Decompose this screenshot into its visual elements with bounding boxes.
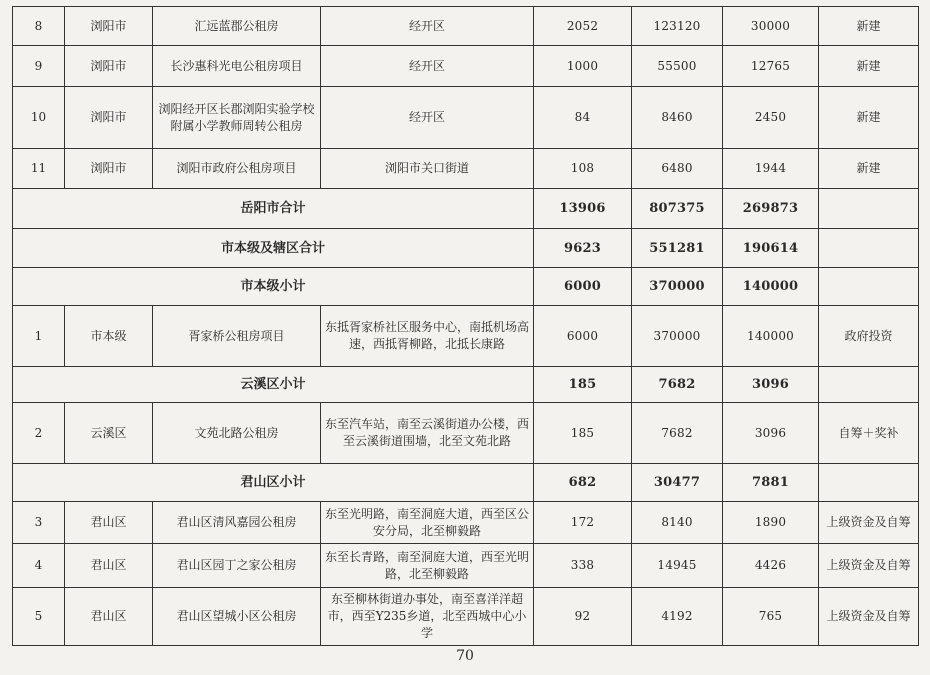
- row-units: 2052: [534, 7, 632, 46]
- row-units: 84: [534, 87, 632, 149]
- row-area-sqm: 370000: [632, 306, 723, 367]
- row-project-name: 君山区园丁之家公租房: [153, 544, 321, 588]
- row-investment: 1944: [723, 149, 819, 189]
- subtotal-label: 君山区小计: [13, 464, 534, 502]
- subtotal-row-city-level: [13, 268, 919, 306]
- row-investment: 1890: [723, 502, 819, 544]
- row-investment: 140000: [723, 306, 819, 367]
- row-location: 经开区: [321, 7, 534, 46]
- row-area-sqm: 123120: [632, 7, 723, 46]
- row-investment: 2450: [723, 87, 819, 149]
- row-no: 1: [13, 306, 65, 367]
- row-project-name: 文苑北路公租房: [153, 403, 321, 464]
- row-no: 11: [13, 149, 65, 189]
- row-area: 浏阳市: [65, 87, 153, 149]
- subtotal-row-junshan: [13, 464, 919, 502]
- row-units: 338: [534, 544, 632, 588]
- total-investment: 269873: [723, 189, 819, 229]
- subtotal-type-empty: [819, 464, 919, 502]
- table-row: [13, 7, 919, 46]
- row-area-sqm: 8460: [632, 87, 723, 149]
- row-area: 浏阳市: [65, 46, 153, 87]
- row-type: 上级资金及自筹: [819, 544, 919, 588]
- subtotal-row-yunxi: [13, 367, 919, 403]
- row-project-name: 君山区望城小区公租房: [153, 588, 321, 646]
- row-type: 自筹＋奖补: [819, 403, 919, 464]
- row-investment: 30000: [723, 7, 819, 46]
- subtotal-units: 185: [534, 367, 632, 403]
- row-area: 市本级: [65, 306, 153, 367]
- total-area-sqm: 807375: [632, 189, 723, 229]
- row-area-sqm: 7682: [632, 403, 723, 464]
- row-location: 浏阳市关口街道: [321, 149, 534, 189]
- row-investment: 12765: [723, 46, 819, 87]
- total-label: 市本级及辖区合计: [13, 229, 534, 268]
- row-area: 浏阳市: [65, 7, 153, 46]
- row-no: 4: [13, 544, 65, 588]
- row-project-name: 君山区清风嘉园公租房: [153, 502, 321, 544]
- subtotal-type-empty: [819, 268, 919, 306]
- row-area: 浏阳市: [65, 149, 153, 189]
- row-location: 东至柳林街道办事处，南至喜洋洋超市，西至Y235乡道，北至西城中心小学: [321, 588, 534, 646]
- row-area-sqm: 4192: [632, 588, 723, 646]
- total-label: 岳阳市合计: [13, 189, 534, 229]
- row-location: 东至光明路，南至洞庭大道，西至区公安分局，北至柳毅路: [321, 502, 534, 544]
- row-units: 172: [534, 502, 632, 544]
- total-row-yueyang: [13, 189, 919, 229]
- row-location: 东至长青路，南至洞庭大道，西至光明路，北至柳毅路: [321, 544, 534, 588]
- table-row: [13, 502, 919, 544]
- subtotal-label: 市本级小计: [13, 268, 534, 306]
- row-no: 2: [13, 403, 65, 464]
- row-project-name: 浏阳市政府公租房项目: [153, 149, 321, 189]
- row-project-name: 长沙惠科光电公租房项目: [153, 46, 321, 87]
- total-investment: 190614: [723, 229, 819, 268]
- row-investment: 3096: [723, 403, 819, 464]
- table-row: [13, 588, 919, 646]
- row-project-name: 浏阳经开区长郡浏阳实验学校附属小学教师周转公租房: [153, 87, 321, 149]
- row-investment: 4426: [723, 544, 819, 588]
- subtotal-area-sqm: 30477: [632, 464, 723, 502]
- row-investment: 765: [723, 588, 819, 646]
- subtotal-type-empty: [819, 367, 919, 403]
- subtotal-investment: 140000: [723, 268, 819, 306]
- row-units: 6000: [534, 306, 632, 367]
- total-units: 9623: [534, 229, 632, 268]
- row-units: 1000: [534, 46, 632, 87]
- row-units: 92: [534, 588, 632, 646]
- row-type: 新建: [819, 7, 919, 46]
- table-row: [13, 149, 919, 189]
- row-no: 8: [13, 7, 65, 46]
- row-type: 新建: [819, 46, 919, 87]
- row-area-sqm: 8140: [632, 502, 723, 544]
- subtotal-units: 682: [534, 464, 632, 502]
- row-area-sqm: 14945: [632, 544, 723, 588]
- subtotal-investment: 3096: [723, 367, 819, 403]
- row-area: 云溪区: [65, 403, 153, 464]
- row-area: 君山区: [65, 588, 153, 646]
- row-type: 上级资金及自筹: [819, 588, 919, 646]
- row-project-name: 胥家桥公租房项目: [153, 306, 321, 367]
- subtotal-units: 6000: [534, 268, 632, 306]
- total-units: 13906: [534, 189, 632, 229]
- total-area-sqm: 551281: [632, 229, 723, 268]
- subtotal-area-sqm: 370000: [632, 268, 723, 306]
- table-row: [13, 544, 919, 588]
- rental-housing-table: [12, 6, 919, 646]
- page-number: 70: [456, 648, 474, 664]
- row-area-sqm: 55500: [632, 46, 723, 87]
- row-location: 东至汽车站，南至云溪街道办公楼，西至云溪街道围墙，北至文苑北路: [321, 403, 534, 464]
- row-type: 新建: [819, 149, 919, 189]
- row-location: 东抵胥家桥社区服务中心，南抵机场高速，西抵胥柳路，北抵长康路: [321, 306, 534, 367]
- row-area: 君山区: [65, 544, 153, 588]
- row-location: 经开区: [321, 87, 534, 149]
- table-row: [13, 306, 919, 367]
- row-project-name: 汇远蓝郡公租房: [153, 7, 321, 46]
- row-units: 185: [534, 403, 632, 464]
- table-row: [13, 46, 919, 87]
- row-no: 10: [13, 87, 65, 149]
- row-area-sqm: 6480: [632, 149, 723, 189]
- row-no: 9: [13, 46, 65, 87]
- row-type: 新建: [819, 87, 919, 149]
- row-location: 经开区: [321, 46, 534, 87]
- row-area: 君山区: [65, 502, 153, 544]
- row-type: 上级资金及自筹: [819, 502, 919, 544]
- row-units: 108: [534, 149, 632, 189]
- subtotal-area-sqm: 7682: [632, 367, 723, 403]
- total-type-empty: [819, 189, 919, 229]
- total-row-city-districts: [13, 229, 919, 268]
- total-type-empty: [819, 229, 919, 268]
- table-row: [13, 403, 919, 464]
- row-no: 5: [13, 588, 65, 646]
- row-no: 3: [13, 502, 65, 544]
- subtotal-label: 云溪区小计: [13, 367, 534, 403]
- subtotal-investment: 7881: [723, 464, 819, 502]
- row-type: 政府投资: [819, 306, 919, 367]
- table-row: [13, 87, 919, 149]
